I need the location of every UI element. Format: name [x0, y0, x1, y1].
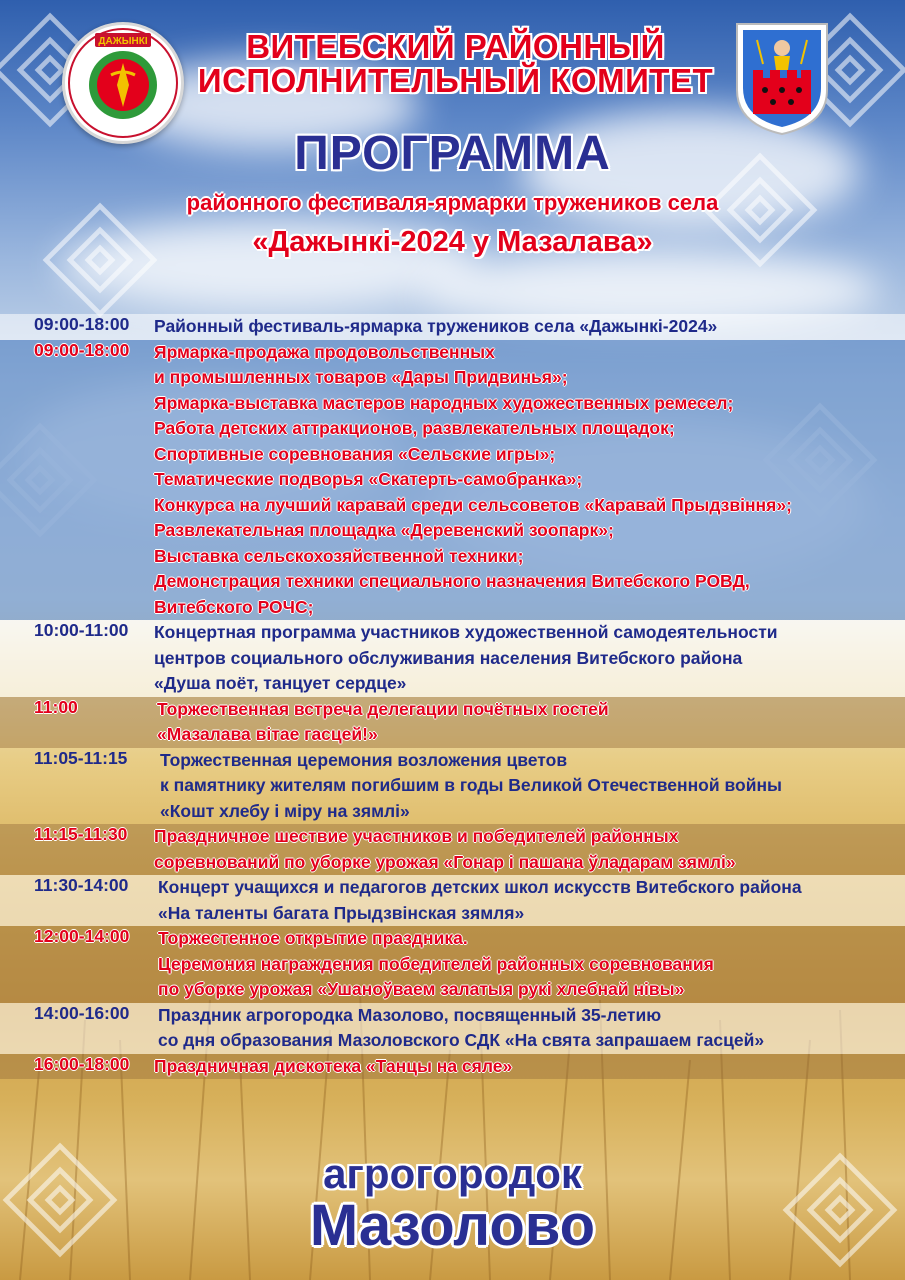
schedule-line: Концерт учащихся и педагогов детских школ искусств Витебского района — [158, 877, 802, 897]
schedule-line: Тематические подворья «Скатерть-самобранка»; — [154, 469, 583, 489]
schedule-row — [0, 1054, 905, 1080]
schedule-line: Работа детских аттракционов, развлекательных площадок; — [154, 418, 675, 438]
schedule-line: Спортивные соревнования «Сельские игры»; — [154, 443, 556, 464]
schedule-line: «Мазалава вітае гасцей!» — [157, 724, 378, 744]
org-title-line1: ВИТЕБСКИЙ РАЙОННЫЙ — [246, 28, 665, 65]
schedule-row — [0, 314, 905, 340]
schedule-row — [0, 748, 905, 825]
schedule-description — [154, 824, 905, 875]
program-subtitle: районного фестиваля-ярмарки тружеников села — [186, 190, 719, 215]
schedule-row — [0, 340, 905, 621]
schedule-time: 11:30-14:00 — [34, 875, 129, 895]
schedule-time: 11:15-11:30 — [34, 824, 128, 844]
schedule-row — [0, 1003, 905, 1054]
schedule-time: 09:00-18:00 — [34, 314, 130, 334]
schedule-description — [154, 926, 905, 1003]
schedule-line: Праздничная дискотека «Танцы на сяле» — [154, 1055, 513, 1076]
schedule-line: Ярмарка-выставка мастеров народных художественных ремесел; — [154, 392, 734, 413]
schedule-line: Развлекательная площадка «Деревенский зоопарк»; — [154, 520, 614, 540]
schedule-line: по уборке урожая «Ушаноўваем залатыя рукі хлебнай нівы» — [158, 979, 685, 999]
schedule-line: Районный фестиваль-ярмарка тружеников села «Дажынкі-2024» — [154, 316, 718, 336]
schedule-row — [0, 875, 905, 926]
schedule-line: со дня образования Мазоловского СДК «На свята запрашаем гасцей» — [158, 1030, 765, 1050]
schedule-description — [154, 748, 905, 825]
schedule-line: Торжественная церемония возложения цветов — [160, 749, 568, 770]
schedule-line: Ярмарка-продажа продовольственных — [154, 341, 495, 362]
organization-title — [178, 30, 733, 98]
schedule-line: Церемония награждения победителей районных соревнования — [158, 953, 714, 974]
program-title: ПРОГРАММА — [294, 127, 611, 180]
folk-ornament — [40, 200, 160, 320]
schedule-line: к памятнику жителям погибшим в годы Великой Отечественной войны — [160, 775, 782, 795]
schedule-description — [154, 697, 905, 748]
schedule-row — [0, 824, 905, 875]
schedule-line: центров социального обслуживания населения Витебского района — [154, 647, 743, 668]
schedule-row — [0, 697, 905, 748]
place-type: агрогородок — [323, 1150, 582, 1197]
schedule-description — [154, 1054, 905, 1080]
emblem-label: ДАЖЫНКІ — [98, 36, 148, 47]
schedule-description — [154, 1003, 905, 1054]
schedule-description — [154, 340, 905, 621]
schedule-line: «На таленты багата Прыдзвінская зямля» — [158, 902, 525, 923]
schedule-line: Конкурса на лучший каравай среди сельсоветов «Каравай Прыдзвіння»; — [154, 494, 792, 515]
schedule-line: «Кошт хлебу і міру на зямлі» — [160, 800, 410, 821]
schedule-time: 09:00-18:00 — [34, 339, 130, 360]
coat-of-arms — [733, 20, 831, 136]
schedule-line: Концертная программа участников художественной самодеятельности — [154, 622, 778, 642]
schedule-row — [0, 620, 905, 697]
schedule-description — [154, 875, 905, 926]
schedule-line: Витебского РОЧС; — [154, 596, 314, 617]
schedule-description — [154, 620, 905, 697]
schedule-description — [154, 314, 905, 340]
schedule-time: 14:00-16:00 — [34, 1002, 130, 1023]
schedule-line: и промышленных товаров «Дары Придвинья»; — [154, 367, 568, 387]
schedule-row — [0, 926, 905, 1003]
schedule-line: Демонстрация техники специального назначения Витебского РОВД, — [154, 571, 750, 591]
festival-name: «Дажынкі-2024 у Мазалава» — [252, 226, 653, 258]
schedule-time: 12:00-14:00 — [34, 926, 130, 946]
schedule-time: 16:00-18:00 — [34, 1053, 130, 1074]
schedule-line: Праздник агрогородка Мазолово, посвященный 35-летию — [158, 1004, 662, 1025]
schedule-line: Торжестенное открытие праздника. — [158, 928, 468, 948]
schedule-line: Торжественная встреча делегации почётных гостей — [157, 698, 609, 719]
place-name: Мазолово — [309, 1193, 596, 1258]
schedule — [0, 314, 905, 1079]
schedule-line: Праздничное шествие участников и победителей районных — [154, 826, 679, 846]
schedule-line: Выставка сельскохозяйственной техники; — [154, 545, 524, 566]
schedule-line: «Душа поёт, танцует сердце» — [154, 673, 407, 693]
schedule-line: соревнований по уборке урожая «Гонар і пашана ўладарам зямлі» — [154, 851, 736, 872]
schedule-time: 10:00-11:00 — [34, 620, 129, 640]
schedule-time: 11:05-11:15 — [34, 747, 128, 768]
schedule-time: 11:00 — [34, 696, 78, 717]
org-title-line2: ИСПОЛНИТЕЛЬНЫЙ КОМИТЕТ — [197, 62, 714, 99]
